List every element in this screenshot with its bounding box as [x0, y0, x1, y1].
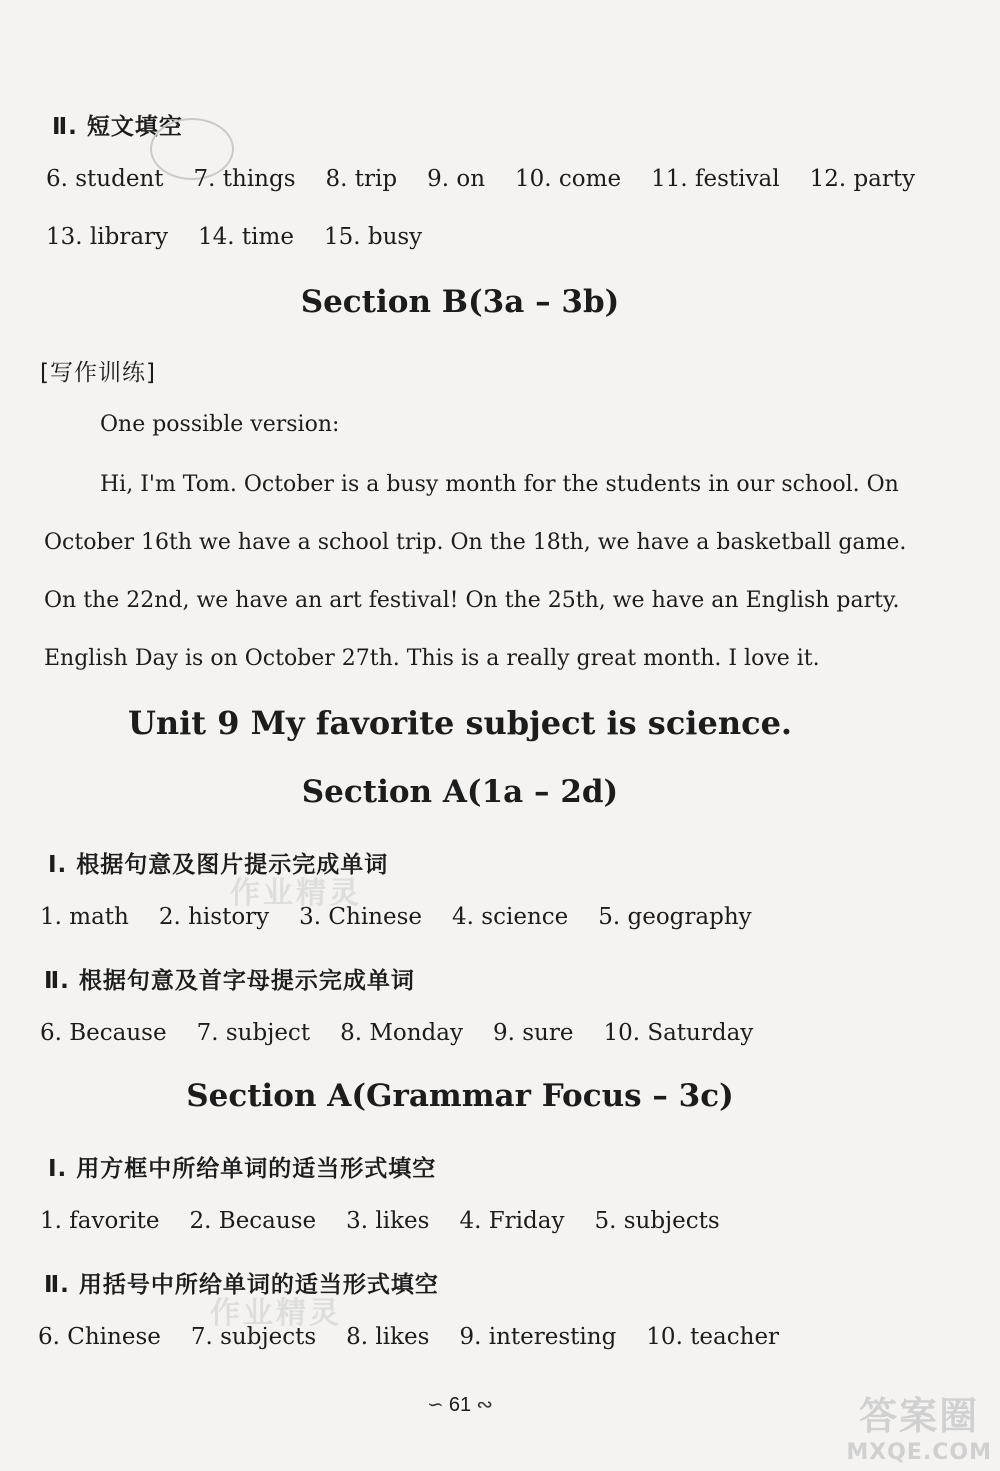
answer-item: 13. library: [46, 224, 169, 250]
answer-item: 5. subjects: [594, 1208, 720, 1234]
a2-part1-heading: Ⅰ. 用方框中所给单词的适当形式填空: [48, 1156, 437, 1182]
watermark: 作业精灵: [210, 1296, 342, 1331]
essay-line-2: October 16th we have a school trip. On the 18th, we have a basketball game.: [44, 530, 907, 555]
answer-item: 8. trip: [325, 166, 398, 192]
answer-item: 10. come: [515, 166, 622, 192]
answer-item: 5. geography: [598, 904, 752, 930]
section-b-title: Section B(3a – 3b): [300, 284, 620, 320]
answer-item: 2. history: [158, 904, 270, 930]
ornament-left-icon: ∽: [427, 1392, 444, 1416]
a1-part2-answers: [40, 1020, 783, 1046]
answer-item: 11. festival: [651, 166, 780, 192]
corner-watermark-logo: [846, 1385, 992, 1465]
a1-part2-heading: Ⅱ. 根据句意及首字母提示完成单词: [44, 968, 415, 994]
answer-item: 4. Friday: [459, 1208, 565, 1234]
a1-part1-heading: Ⅰ. 根据句意及图片提示完成单词: [48, 852, 389, 878]
answer-item: 6. Because: [40, 1020, 167, 1046]
answer-item: 6. student: [46, 166, 164, 192]
corner-url-text: MXQE.COM: [846, 1440, 992, 1465]
answer-item: 4. science: [452, 904, 569, 930]
essay-line-1: Hi, I'm Tom. October is a busy month for the students in our school. On: [100, 472, 899, 497]
answer-item: 9. sure: [492, 1020, 574, 1046]
answer-item: 3. Chinese: [299, 904, 423, 930]
answer-item: 8. likes: [346, 1324, 430, 1350]
answer-item: 3. likes: [346, 1208, 430, 1234]
answer-item: 14. time: [198, 224, 294, 250]
answer-item: 7. subjects: [190, 1324, 317, 1350]
section-a1-title: Section A(1a – 2d): [301, 774, 619, 810]
unit-title: Unit 9 My favorite subject is science.: [127, 704, 793, 742]
answer-item: 10. teacher: [646, 1324, 780, 1350]
part2-row1: [46, 166, 945, 192]
a1-part1-answers: [40, 904, 782, 930]
writing-label: [写作训练]: [40, 360, 156, 386]
corner-logo-text: 答案圈: [859, 1394, 980, 1438]
answer-item: 15. busy: [323, 224, 423, 250]
answer-item: 2. Because: [189, 1208, 317, 1234]
answer-item: 6. Chinese: [38, 1324, 161, 1350]
part2-row2: [46, 224, 452, 250]
a2-part2-heading: Ⅱ. 用括号中所给单词的适当形式填空: [44, 1272, 439, 1298]
watermark: 作业精灵: [230, 876, 362, 911]
essay-line-3: On the 22nd, we have an art festival! On the 25th, we have an English party.: [44, 588, 900, 613]
answer-item: 7. things: [193, 166, 296, 192]
answer-item: 1. math: [40, 904, 129, 930]
ornament-right-icon: ∾: [476, 1392, 493, 1416]
answer-item: 1. favorite: [40, 1208, 160, 1234]
answer-item: 9. interesting: [459, 1324, 617, 1350]
possible-version: One possible version:: [100, 412, 340, 437]
a2-part1-answers: [40, 1208, 750, 1234]
a2-part2-answers: [38, 1324, 809, 1350]
answer-item: 7. subject: [196, 1020, 311, 1046]
answer-item: 8. Monday: [340, 1020, 463, 1046]
page-footer: [0, 1392, 920, 1417]
answer-item: 9. on: [427, 166, 486, 192]
answer-item: 10. Saturday: [603, 1020, 754, 1046]
page-number: 61: [448, 1394, 472, 1416]
part2-heading: Ⅱ. 短文填空: [52, 114, 183, 140]
essay-line-4: English Day is on October 27th. This is a really great month. I love it.: [44, 646, 820, 671]
section-a2-title: Section A(Grammar Focus – 3c): [186, 1078, 734, 1114]
answer-item: 12. party: [809, 166, 916, 192]
